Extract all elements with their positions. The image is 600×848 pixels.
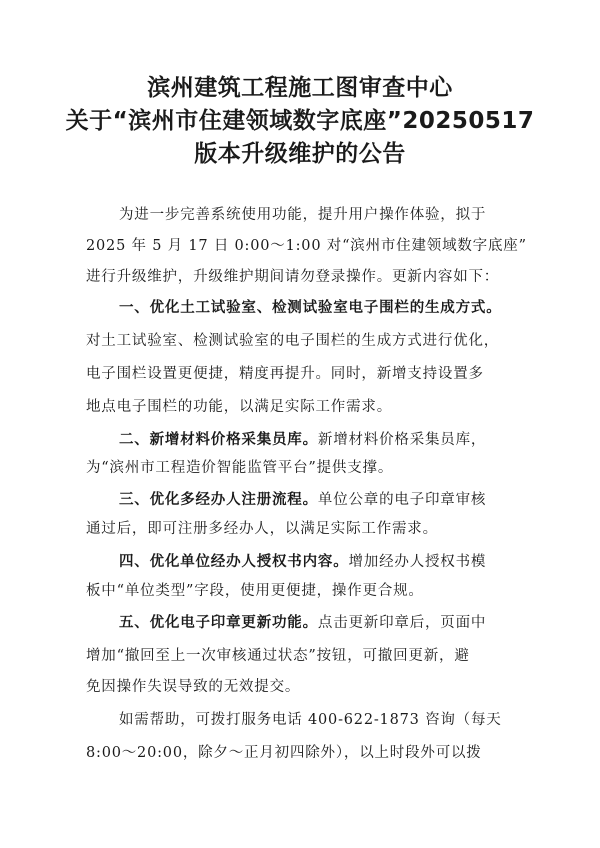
item-5-line-3: 免因操作失误导致的无效提交。 <box>86 679 301 695</box>
item-4-line-2: 板中“单位类型”字段，使用更便捷，操作更合规。 <box>86 583 424 599</box>
item-4-first-line <box>119 552 519 572</box>
item-3-heading: 三、优化多经办人注册流程。 <box>119 492 318 508</box>
intro-line-1: 为进一步完善系统使用功能，提升用户操作体验，拟于 <box>119 207 487 223</box>
item-2-line-2: 为“滨州市工程造价智能监管平台”提供支撑。 <box>86 460 394 476</box>
document-title-line-3: 版本升级维护的公告 <box>194 141 406 167</box>
document-title-line-1: 滨州建筑工程施工图审查中心 <box>147 75 453 101</box>
item-4-heading: 四、优化单位经办人授权书内容。 <box>119 554 349 570</box>
item-2-heading: 二、新增材料价格采集员库。 <box>119 432 318 448</box>
item-3-first-line <box>119 490 519 510</box>
item-5-heading: 五、优化电子印章更新功能。 <box>119 615 318 631</box>
intro-line-3: 进行升级维护，升级维护期间请勿登录操作。更新内容如下： <box>86 269 500 285</box>
item-5-line-2: 增加“撤回至上一次审核通过状态”按钮，可撤回更新，避 <box>86 648 470 664</box>
help-line-1: 如需帮助，可拨打服务电话 400-622-1873 咨询（每天 <box>119 712 502 728</box>
item-4-rest: 增加经办人授权书模 <box>348 554 487 570</box>
item-1-first-line <box>119 298 519 318</box>
item-2-first-line <box>119 430 519 450</box>
item-1-line-3: 电子围栏设置更便捷，精度再提升。同时，新增支持设置多 <box>86 366 484 382</box>
item-3-line-2: 通过后，即可注册多经办人，以满足实际工作需求。 <box>86 521 438 537</box>
item-5-rest: 点击更新印章后，页面中 <box>317 615 487 631</box>
help-line-2: 8:00～20:00，除夕～正月初四除外），以上时段外可以拨 <box>86 745 482 761</box>
item-2-rest: 新增材料价格采集员库， <box>317 432 487 448</box>
item-1-line-4: 地点电子围栏的功能，以满足实际工作需求。 <box>86 399 392 415</box>
item-3-rest: 单位公章的电子印章审核 <box>317 492 487 508</box>
item-5-first-line <box>119 613 519 633</box>
document-title-line-2: 关于“滨州市住建领域数字底座”20250517 <box>65 108 535 134</box>
item-1-heading: 一、优化土工试验室、检测试验室电子围栏的生成方式。 <box>119 300 502 316</box>
intro-line-2: 2025 年 5 月 17 日 0:00～1:00 对“滨州市住建领域数字底座” <box>86 238 527 254</box>
item-1-line-2: 对土工试验室、检测试验室的电子围栏的生成方式进行优化， <box>86 333 500 349</box>
